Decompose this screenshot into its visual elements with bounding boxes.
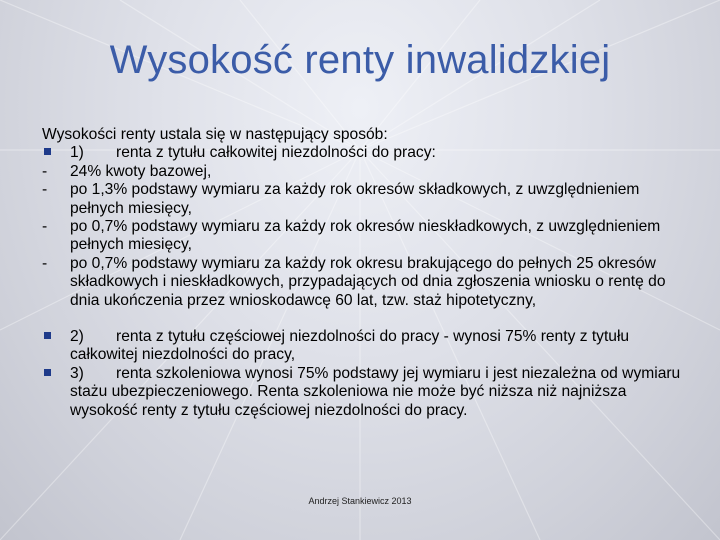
list-item-point-2 (42, 328, 682, 365)
dash-marker: - (42, 162, 48, 180)
point-text: renta z tytułu całkowitej niezdolności do pracy: (116, 144, 436, 162)
sub-item (42, 218, 682, 255)
point-number: 2) (70, 328, 84, 346)
intro-text: Wysokości renty ustala się w następujący sposób: (42, 126, 388, 143)
list-item-point-3 (42, 365, 682, 420)
footer-author: Andrzej Stankiewicz 2013 (308, 496, 412, 506)
square-bullet-icon (42, 328, 70, 346)
sub-item (42, 255, 682, 310)
sub-item (42, 181, 682, 218)
sub-item-text: 24% kwoty bazowej, (70, 162, 212, 180)
dash-marker: - (42, 181, 48, 199)
point-number: 1) (70, 144, 84, 162)
sub-item (42, 163, 682, 181)
slide-content (42, 126, 682, 420)
sub-item-text: po 0,7% podstawy wymiaru za każdy rok okresów nieskładkowych, z uwzględnieniem pełnych miesięcy, (70, 218, 661, 254)
point-text: renta z tytułu częściowej niezdolności do pracy - wynosi 75% renty z tytułu całkowitej niezdolności do pracy, (70, 328, 630, 364)
square-bullet-icon (42, 365, 70, 383)
square-bullet-icon (42, 144, 70, 162)
sub-item-text: po 1,3% podstawy wymiaru za każdy rok okresów składkowych, z uwzględnieniem pełnych miesięcy, (70, 181, 640, 217)
dash-marker: - (42, 218, 48, 236)
list-item-point-1 (42, 144, 682, 162)
slide-title: Wysokość renty inwalidzkiej (109, 38, 611, 82)
point-text: renta szkoleniowa wynosi 75% podstawy jej wymiaru i jest niezależna od wymiaru stażu ubezpieczeniowego. Renta szkoleniowa nie może być niższa niż najniższa wysokość renty z tytułu częściowej niezdolności do pracy. (70, 364, 681, 419)
sub-item-text: po 0,7% podstawy wymiaru za każdy rok okresu brakującego do pełnych 25 okresów składkowych i nieskładkowych, przypadających od dnia zgłoszenia wniosku o rentę do dnia ukończenia przez wnioskodawcę 60 lat, tzw. staż hipotetyczny, (70, 254, 666, 309)
point-number: 3) (70, 364, 84, 382)
dash-marker: - (42, 254, 48, 272)
